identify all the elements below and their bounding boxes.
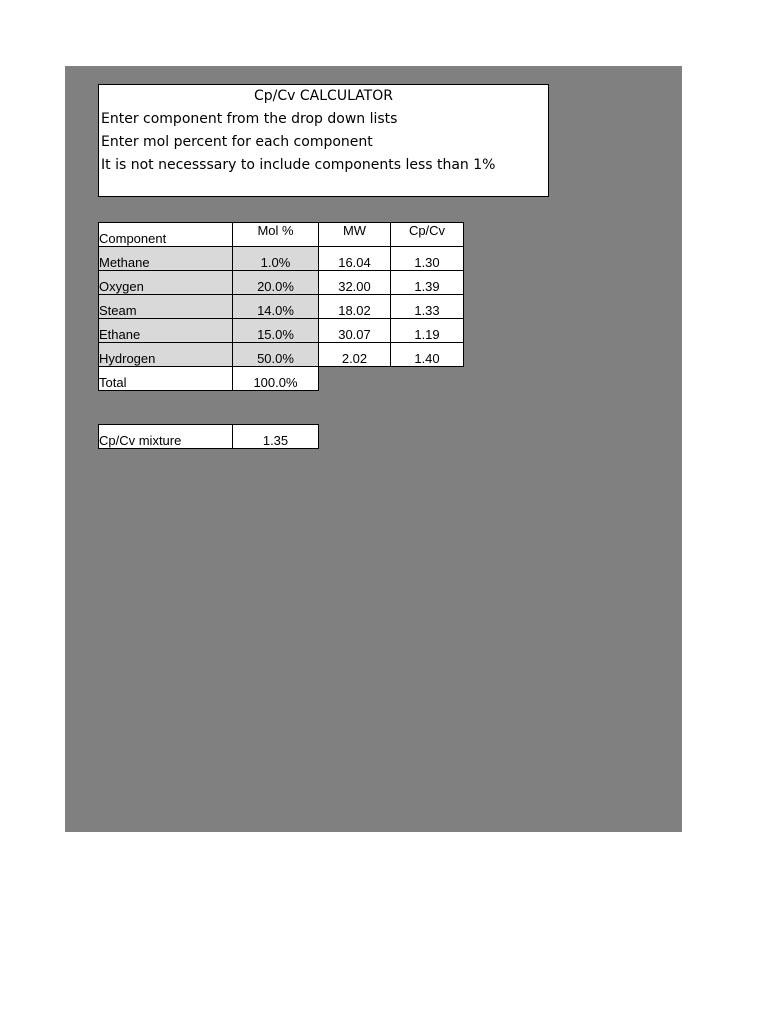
mw-value: 32.00 (319, 271, 391, 295)
instruction-line: Enter mol percent for each component (101, 134, 373, 150)
empty-cell (319, 367, 391, 391)
mol-percent-input[interactable]: 20.0% (233, 271, 319, 295)
mixture-row (99, 425, 319, 449)
cpcv-value: 1.30 (391, 247, 464, 271)
total-label: Total (99, 367, 233, 391)
mixture-label: Cp/Cv mixture (99, 425, 233, 449)
column-header-cpcv: Cp/Cv (391, 223, 464, 247)
cpcv-value: 1.19 (391, 319, 464, 343)
cpcv-value: 1.33 (391, 295, 464, 319)
column-header-mw: MW (319, 223, 391, 247)
cpcv-value: 1.39 (391, 271, 464, 295)
column-header-component: Component (99, 223, 233, 247)
table-row (99, 271, 464, 295)
table-row (99, 343, 464, 367)
empty-cell (391, 367, 464, 391)
total-row (99, 367, 464, 391)
component-dropdown-cell[interactable]: Methane (99, 247, 233, 271)
component-dropdown-cell[interactable]: Oxygen (99, 271, 233, 295)
components-table (98, 222, 464, 391)
table-row (99, 295, 464, 319)
instruction-line: Enter component from the drop down lists (101, 111, 398, 127)
mw-value: 18.02 (319, 295, 391, 319)
calculator-title: Cp/Cv CALCULATOR (254, 88, 393, 104)
mol-percent-input[interactable]: 1.0% (233, 247, 319, 271)
component-dropdown-cell[interactable]: Hydrogen (99, 343, 233, 367)
mw-value: 30.07 (319, 319, 391, 343)
table-row (99, 319, 464, 343)
cpcv-value: 1.40 (391, 343, 464, 367)
instruction-line: It is not necesssary to include components less than 1% (101, 157, 496, 173)
mw-value: 16.04 (319, 247, 391, 271)
column-header-mol: Mol % (233, 223, 319, 247)
mol-percent-input[interactable]: 15.0% (233, 319, 319, 343)
table-row (99, 247, 464, 271)
mol-percent-input[interactable]: 50.0% (233, 343, 319, 367)
table-header-row (99, 223, 464, 247)
mixture-table (98, 424, 319, 449)
mixture-value: 1.35 (233, 425, 319, 449)
mw-value: 2.02 (319, 343, 391, 367)
component-dropdown-cell[interactable]: Steam (99, 295, 233, 319)
total-mol-value: 100.0% (233, 367, 319, 391)
mol-percent-input[interactable]: 14.0% (233, 295, 319, 319)
component-dropdown-cell[interactable]: Ethane (99, 319, 233, 343)
calculator-header (98, 84, 549, 197)
